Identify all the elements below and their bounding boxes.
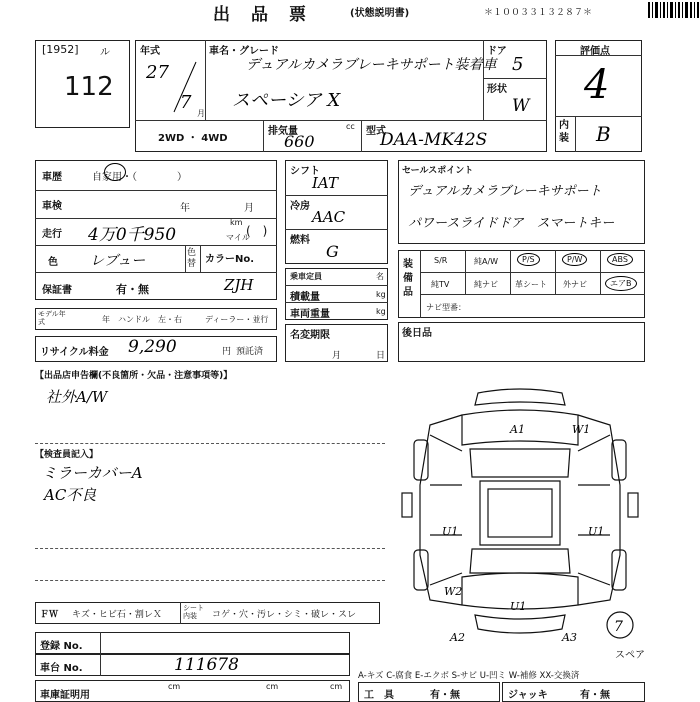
model-label: 型式 <box>366 126 386 137</box>
spare-value: 7 <box>614 619 623 635</box>
color-value: レブュー <box>90 253 146 269</box>
color-no-value: ZJH <box>224 276 254 294</box>
equip-ps: P/S <box>517 253 540 266</box>
mileage-paren: ( ) <box>246 224 268 238</box>
displacement-unit: cc <box>346 122 355 131</box>
mark-a3: A3 <box>562 631 577 644</box>
ac-label: 冷房 <box>290 201 310 212</box>
mark-w2: W2 <box>444 585 463 598</box>
tools-label: 工 具 <box>364 690 394 701</box>
month-value: 7 <box>180 92 192 113</box>
recycle-value: 9,290 <box>128 337 177 357</box>
name-grade-label: 車名・グレード <box>209 46 279 57</box>
interior-label: 内装 <box>559 120 569 144</box>
recycle-deposited: 預託済 <box>236 347 264 357</box>
history-circle <box>104 163 126 181</box>
tools-options: 有・無 <box>430 690 460 701</box>
seat-label: シート内装 <box>183 604 204 620</box>
fuel-label: 燃料 <box>290 235 310 246</box>
lot-number: 112 <box>64 72 114 102</box>
color-label: 色 <box>48 257 58 268</box>
registration-month: 月 <box>332 351 342 361</box>
mark-a1: A1 <box>510 423 525 436</box>
after-label: 後日品 <box>402 328 432 339</box>
reg-no-label: 登録 No. <box>40 641 83 652</box>
damage-legend: A-キズ C-腐食 E-エクボ S-サビ U-凹ミ W-補修 XX-交換済 <box>358 671 580 681</box>
inspector-label: 【検査員記入】 <box>35 450 99 460</box>
equip-tv: 純TV <box>431 280 450 289</box>
car-name-value: スペーシア X <box>232 90 341 111</box>
mark-u1-left: U1 <box>442 525 459 538</box>
mileage-unit-km: km <box>230 218 243 227</box>
registration-label: 名変期限 <box>290 330 330 341</box>
car-diagram <box>400 385 640 645</box>
equip-abs: ABS <box>607 253 633 266</box>
spare-label: スペア <box>615 650 645 661</box>
seats-unit: 名 <box>376 272 384 281</box>
mark-u1-right: U1 <box>588 525 605 538</box>
door-value: 5 <box>512 54 524 75</box>
notes-label: 【出品店申告欄(不良箇所・欠品・注意事項等)】 <box>35 371 233 381</box>
weight-unit: kg <box>376 307 386 316</box>
ac-value: AAC <box>312 208 346 226</box>
inspector-line1: ミラーカバーA <box>42 464 143 482</box>
mileage-unit-mile: マイル <box>226 233 250 242</box>
shape-label: 形状 <box>487 84 507 95</box>
sales-label: セールスポイント <box>402 166 474 176</box>
year-value: 27 <box>146 62 169 83</box>
year-tag: [1952] <box>42 43 79 56</box>
score-label: 評価点 <box>580 46 610 57</box>
handle-options: ハンドル 左・右 <box>118 315 182 324</box>
mileage-value: 4万0千950 <box>88 225 177 245</box>
registration-day: 日 <box>376 351 386 361</box>
equip-leather: 革シート <box>515 280 547 289</box>
recycle-label: リサイクル料金 <box>40 347 109 358</box>
equip-sr: S/R <box>434 256 448 265</box>
form-subtitle: (状態説明書) <box>350 8 410 19</box>
fw-label: ＦＷ <box>40 610 59 620</box>
mileage-label: 走行 <box>42 229 62 240</box>
seat-options: コゲ・穴・汚レ・シミ・破レ・スレ <box>212 610 357 620</box>
shape-value: W <box>512 96 530 116</box>
fw-options: キズ・ヒビ石・割レＸ <box>72 610 162 620</box>
seats-label: 乗車定員 <box>290 272 322 281</box>
interior-value: B <box>596 122 611 146</box>
color-no-label: カラーNo. <box>205 254 255 265</box>
drive-label: 2WD ・ 4WD <box>158 133 228 144</box>
chassis-no-value: 111678 <box>174 655 239 675</box>
barcode <box>648 0 700 20</box>
inspection-label: 車検 <box>42 201 62 212</box>
jack-label: ジャッキ <box>508 690 548 701</box>
equip-pw: P/W <box>562 253 587 266</box>
score-value: 4 <box>584 62 610 108</box>
mark-a2: A2 <box>450 631 465 644</box>
inspection-month: 月 <box>244 203 254 214</box>
month-unit: 月 <box>197 109 205 118</box>
cert-cm-1: cm <box>168 682 181 691</box>
fuel-value: G <box>326 242 339 261</box>
sales-line2: パワースライドドア スマートキー <box>408 216 615 231</box>
serial-number: ＊１００３３１３２８７＊ <box>484 8 593 18</box>
dealer-options: ディーラー・並行 <box>205 315 269 324</box>
shift-value: IAT <box>312 174 338 192</box>
inspection-year: 年 <box>180 203 190 214</box>
model-value: DAA-MK42S <box>380 130 488 150</box>
form-title: 出 品 票 <box>213 5 308 25</box>
cert-cm-2: cm <box>266 682 279 691</box>
recycle-unit: 円 <box>222 347 232 357</box>
equip-alloy: 純A/W <box>474 257 499 266</box>
inspector-line2: AC不良 <box>44 486 97 504</box>
model-change-label: モデル年式 <box>38 310 66 326</box>
equip-navi: 純ナビ <box>474 280 498 289</box>
after-box <box>398 322 645 362</box>
load-unit: kg <box>376 290 386 299</box>
nav-model-label: ナビ型番： <box>426 303 466 312</box>
displacement-value: 660 <box>284 132 315 151</box>
grade-value: デュアルカメラブレーキサポート装着車 <box>246 57 497 73</box>
warranty-label: 保証書 <box>42 285 72 296</box>
mark-u1-rear: U1 <box>510 600 527 613</box>
history-label: 車歴 <box>42 172 62 183</box>
shift-label: シフト <box>290 166 320 177</box>
history-options: 自家用・（ ） <box>92 172 187 183</box>
chassis-no-label: 車台 No. <box>40 663 83 674</box>
notes-value: 社外A/W <box>46 388 108 406</box>
year-tag-suffix: ル <box>100 47 110 58</box>
equip-airbag: エアB <box>605 276 637 291</box>
model-change-year: 年 <box>102 315 110 324</box>
jack-options: 有・無 <box>580 690 610 701</box>
mark-w1: W1 <box>572 423 591 436</box>
year-label: 年式 <box>140 46 160 57</box>
color-change-label: 色替 <box>187 248 197 269</box>
warranty-value: 有・無 <box>116 283 149 296</box>
cert-label: 車庫証明用 <box>40 690 90 701</box>
load-label: 積載量 <box>290 292 320 303</box>
door-label: ドア <box>487 46 507 57</box>
weight-label: 車両重量 <box>290 309 330 320</box>
displacement-label: 排気量 <box>268 126 298 137</box>
sales-line1: デュアルカメラブレーキサポート <box>408 184 602 199</box>
cert-cm-3: cm <box>330 682 343 691</box>
equipment-label: 装備品 <box>403 259 413 298</box>
equip-ext-navi: 外ナビ <box>563 280 587 289</box>
